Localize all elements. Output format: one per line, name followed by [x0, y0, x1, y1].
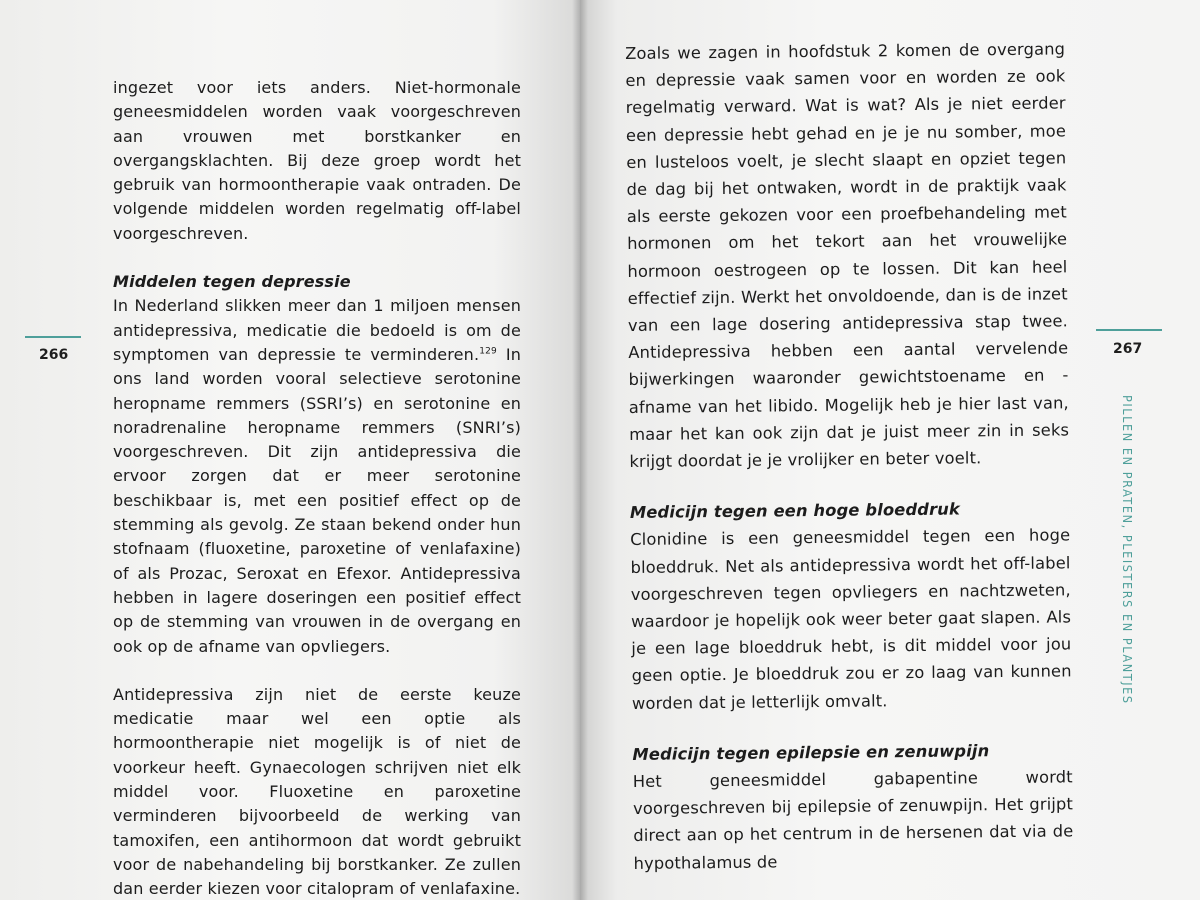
book-gutter	[572, 0, 588, 900]
page-number-right: 267	[1113, 341, 1143, 357]
page-number-left: 266	[39, 347, 69, 363]
section-heading-blood-pressure: Medicijn tegen een hoge bloeddruk	[629, 499, 961, 523]
blood-pressure-paragraph: Clonidine is een geneesmiddel tegen een hoge bloeddruk. Net als antidepressiva wordt het off-label voorgeschreven tegen opvliegers en nachtzweten, waardoor je hopelijk ook weer beter gaat slapen. Als je een lage bloeddruk hebt, is dit middel voor jou geen optie. Je bloeddruk zou er zo laag van kunnen worden dat je letterlijk omvalt.	[630, 525, 1072, 713]
menopause-depression-paragraph: Zoals we zagen in hoofdstuk 2 komen de overgang en depressie vaak samen voor en worden ze ook regelmatig verward. Wat is wat? Als je niet eerder een depressie hebt gehad en je je nu somber, moe en lusteloos voelt, je slecht slaapt en opziet tegen de dag bij het ontwaken, wordt in de praktijk vaak als eerste gekozen voor een proefbehandeling met hormonen om het tekort aan het vrouwelijke hormoon oestrogeen op te lossen. Dit kan heel effectief zijn. Werkt het onvoldoende, dan is de inzet van een lage dosering antidepressiva stap twee. Antidepressiva hebben een aantal vervelende bijwerkingen waaronder gewichtstoename en -afname van het libido. Mogelijk heb je hier last van, maar het kan ook zijn dat je juist meer zin in seks krijgt doordat je je vrolijker en beter voelt.	[625, 39, 1070, 472]
running-head-chapter-title: PILLEN EN PRATEN, PLEISTERS EN PLANTJES	[1120, 395, 1135, 705]
left-page-body	[113, 76, 521, 900]
folio-rule-right	[1096, 329, 1162, 331]
depression-paragraph-1	[113, 294, 521, 658]
depression-paragraph-1-continued: In ons land worden vooral selectieve serotonine heropname remmers (SSRI’s) en serotonine en noradrenaline heropname remmers (SNRI’s) voorgeschreven. Dit zijn antidepressiva die ervoor zorgen dat er meer serotonine beschikbaar is, met een positief effect op de stemming als gevolg. Ze staan bekend onder hun stofnaam (fluoxetine, paroxetine of venlafaxine) of als Prozac, Seroxat en Efexor. Antidepressiva hebben in lagere doseringen een positief effect op de stemming van vrouwen in de overgang en ook op de afname van opvliegers.	[113, 344, 521, 656]
depression-paragraph-1-text: In Nederland slikken meer dan 1 miljoen mensen antidepressiva, medicatie die bedoeld is om de symptomen van depressie te verminderen.	[113, 296, 521, 364]
intro-paragraph: ingezet voor iets anders. Niet-hormonale geneesmiddelen worden vaak voorgeschreven aan vrouwen met borstkanker en overgangsklachten. Bij deze groep wordt het gebruik van hormoontherapie vaak ontraden. De volgende middelen worden regelmatig off-label voorgeschreven.	[113, 78, 521, 243]
section-heading-depression: Middelen tegen depressie	[113, 272, 351, 292]
folio-rule-left	[25, 336, 81, 338]
epilepsy-paragraph: Het geneesmiddel gabapentine wordt voorgeschreven bij epilepsie of zenuwpijn. Het grijpt direct aan op het centrum in de hersenen dat via de hypothalamus de	[632, 767, 1074, 873]
depression-paragraph-2: Antidepressiva zijn niet de eerste keuze medicatie maar wel een optie als hormoontherapie niet mogelijk is of niet de voorkeur heeft. Gynaecologen schrijven niet elk middel voor. Fluoxetine en paroxetine verminderen bijvoorbeeld de werking van tamoxifen, een antihormoon dat wordt gebruikt voor de nabehandeling bij borstkanker. Ze zullen dan eerder kiezen voor citalopram of venlafaxine.	[113, 684, 521, 899]
footnote-reference: 129	[479, 346, 497, 357]
right-page-body	[625, 35, 1074, 876]
left-page	[0, 0, 580, 900]
section-heading-epilepsy: Medicijn tegen epilepsie en zenuwpijn	[632, 741, 990, 764]
